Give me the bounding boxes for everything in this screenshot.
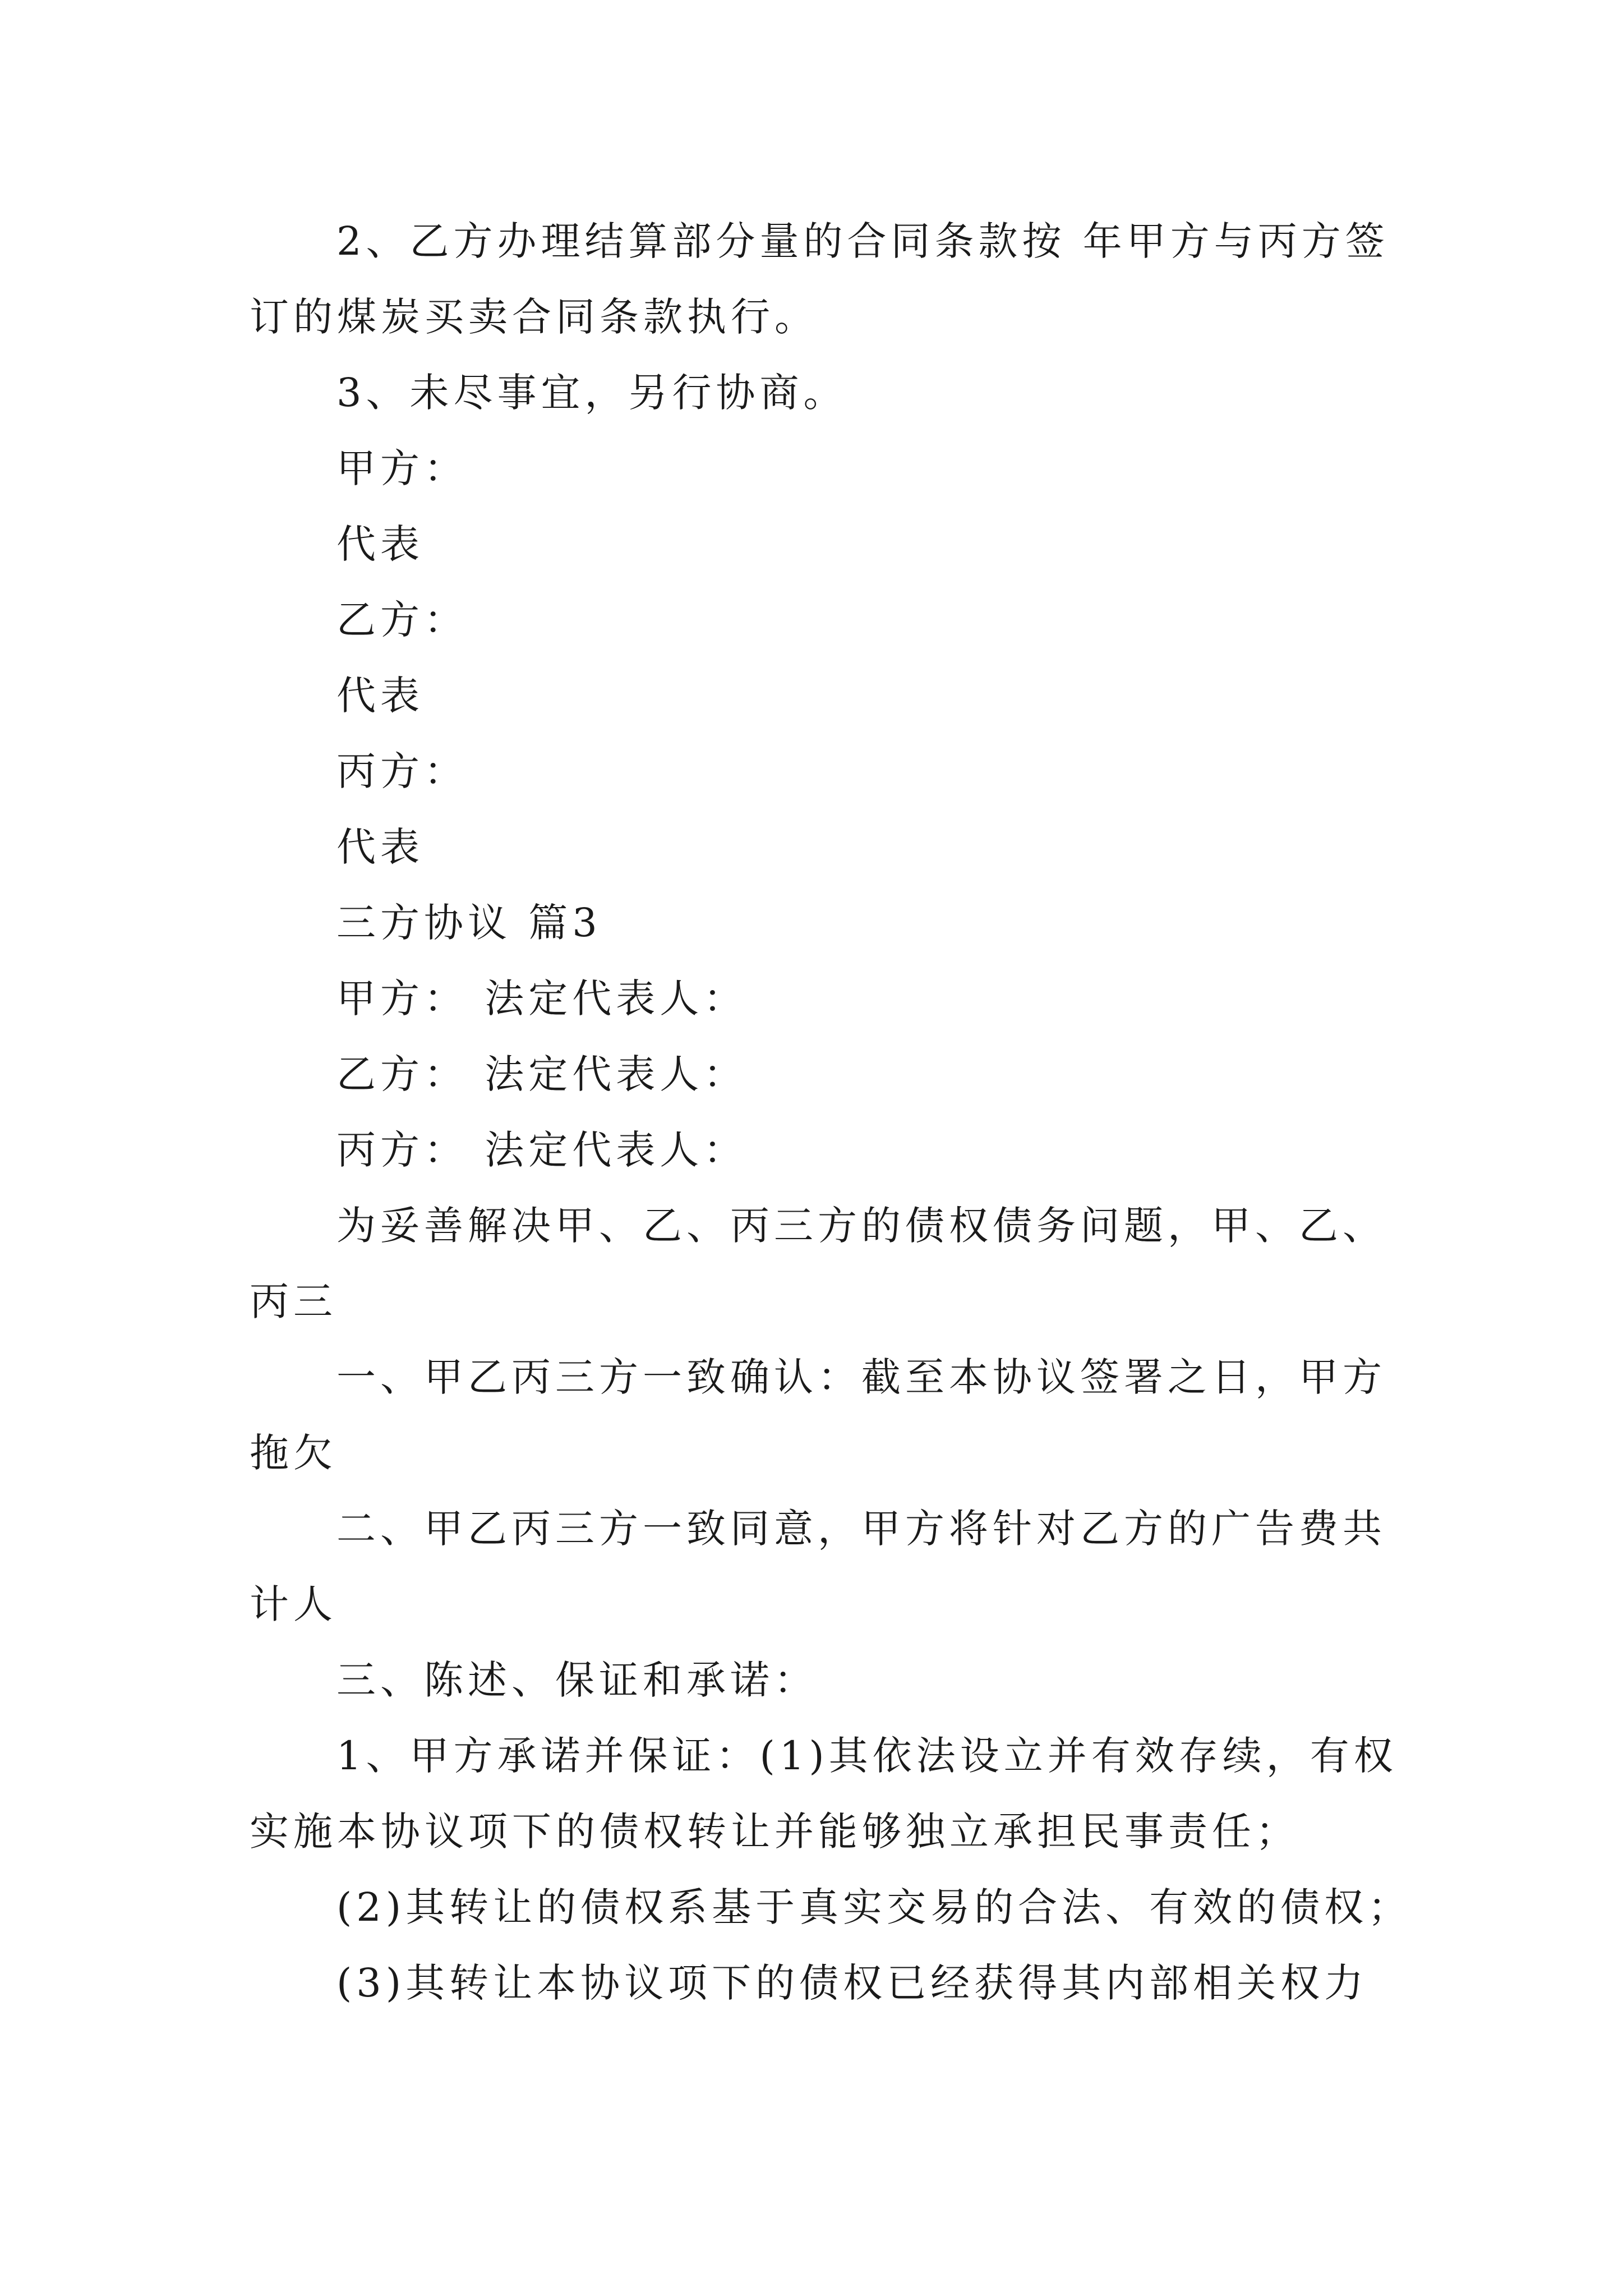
text-line-party-b-legal: 乙方： 法定代表人：: [336, 1051, 748, 1097]
text-line-party-a: 甲方：: [336, 445, 468, 491]
text-line-rep-a: 代表: [336, 521, 424, 567]
text-line-clause-2: 2、乙方办理结算部分量的合同条款按 年甲方与丙方签: [336, 218, 1389, 264]
text-line-party-a-legal: 甲方： 法定代表人：: [336, 976, 748, 1022]
text-line-item-1-3: (3)其转让本协议项下的债权已经获得其内部相关权力: [336, 1960, 1368, 2006]
text-line-purpose: 为妥善解决甲、乙、丙三方的债权债务问题，甲、乙、: [336, 1203, 1386, 1249]
text-line-party-b: 乙方：: [336, 597, 468, 643]
text-line-article-2-cont: 计人: [250, 1581, 337, 1627]
text-line-rep-c: 代表: [336, 824, 424, 870]
text-line-article-3: 三、陈述、保证和承诺：: [336, 1657, 818, 1703]
text-line-article-1-cont: 拖欠: [250, 1430, 337, 1476]
text-line-rep-b: 代表: [336, 673, 424, 719]
text-line-party-c: 丙方：: [336, 748, 468, 794]
text-line-party-c-legal: 丙方： 法定代表人：: [336, 1127, 748, 1173]
text-line-clause-3: 3、未尽事宜，另行协商。: [336, 370, 847, 416]
text-line-clause-2-cont: 订的煤炭买卖合同条款执行。: [250, 294, 818, 340]
text-line-item-1: 1、甲方承诺并保证：(1)其依法设立并有效存续，有权: [336, 1733, 1398, 1779]
text-line-purpose-cont: 丙三: [250, 1278, 337, 1324]
text-line-item-1-2: (2)其转让的债权系基于真实交易的合法、有效的债权；: [336, 1884, 1412, 1930]
text-line-article-1: 一、甲乙丙三方一致确认：截至本协议签署之日，甲方: [336, 1354, 1386, 1400]
section-heading: 三方协议 篇3: [336, 900, 602, 946]
text-line-item-1-cont: 实施本协议项下的债权转让并能够独立承担民事责任；: [250, 1809, 1299, 1855]
text-line-article-2: 二、甲乙丙三方一致同意，甲方将针对乙方的广告费共: [336, 1506, 1386, 1552]
